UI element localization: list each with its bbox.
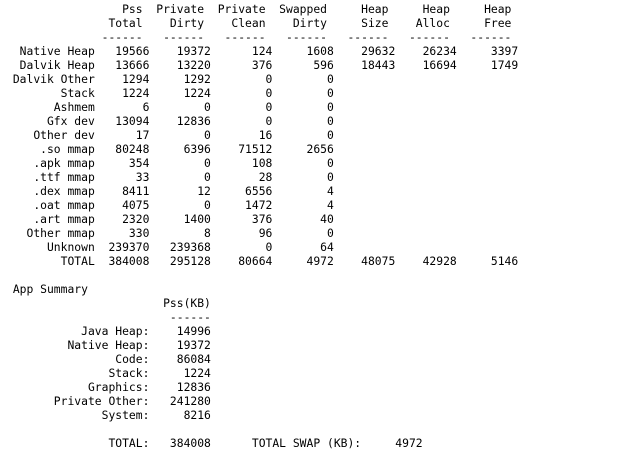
terminal-line: .ttf mmap 33 0 28 0: [6, 170, 334, 184]
terminal-line: Pss Private Private Swapped Heap Heap Heap: [6, 2, 512, 16]
terminal-line: ------: [6, 310, 211, 324]
terminal-line: Graphics: 12836: [6, 380, 211, 394]
terminal-line: Pss(KB): [6, 296, 211, 310]
terminal-line: Dalvik Other 1294 1292 0 0: [6, 72, 334, 86]
terminal-line: Java Heap: 14996: [6, 324, 211, 338]
terminal-line: .art mmap 2320 1400 376 40: [6, 212, 334, 226]
terminal-line: App Summary: [6, 282, 88, 296]
terminal-line: .apk mmap 354 0 108 0: [6, 156, 334, 170]
terminal-line: Total Dirty Clean Dirty Size Alloc Free: [6, 16, 512, 30]
terminal-line: Gfx dev 13094 12836 0 0: [6, 114, 334, 128]
terminal-line: Code: 86084: [6, 352, 211, 366]
terminal-line: .so mmap 80248 6396 71512 2656: [6, 142, 334, 156]
terminal-line: Other dev 17 0 16 0: [6, 128, 334, 142]
terminal-line: System: 8216: [6, 408, 211, 422]
terminal-line: Stack: 1224: [6, 366, 211, 380]
terminal-line: Other mmap 330 8 96 0: [6, 226, 334, 240]
terminal-line: Dalvik Heap 13666 13220 376 596 18443 16694 1749: [6, 58, 519, 72]
terminal-line: Ashmem 6 0 0 0: [6, 100, 334, 114]
terminal-line: Native Heap 19566 19372 124 1608 29632 26234 3397: [6, 44, 519, 58]
terminal-line: TOTAL 384008 295128 80664 4972 48075 42928 5146: [6, 254, 519, 268]
terminal-line: Stack 1224 1224 0 0: [6, 86, 334, 100]
terminal-line: Unknown 239370 239368 0 64: [6, 240, 334, 254]
terminal-line: .oat mmap 4075 0 1472 4: [6, 198, 334, 212]
terminal-line: TOTAL: 384008 TOTAL SWAP (KB): 4972: [6, 436, 423, 450]
terminal-line: ------ ------ ------ ------ ------ ------ ------: [6, 30, 512, 44]
terminal-line: .dex mmap 8411 12 6556 4: [6, 184, 334, 198]
terminal-line: Private Other: 241280: [6, 394, 211, 408]
terminal-line: Native Heap: 19372: [6, 338, 211, 352]
